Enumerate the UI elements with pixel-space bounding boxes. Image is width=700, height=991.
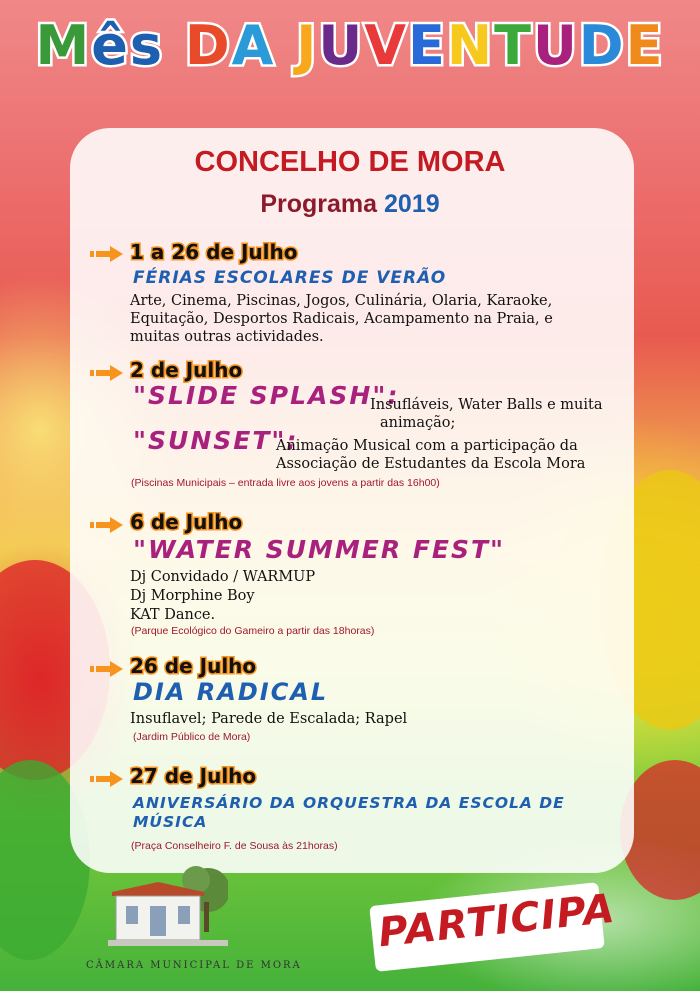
title-letter: ê: [91, 14, 130, 77]
event-title-sunset: "SUNSET":: [133, 426, 299, 455]
event-date: 1 a 26 de Julho: [130, 240, 298, 264]
camara-name: CÂMARA MUNICIPAL DE MORA: [86, 960, 302, 971]
programa-label: Programa: [260, 190, 378, 218]
event-title: "WATER SUMMER FEST": [133, 535, 506, 564]
camara-logo: [108, 862, 228, 957]
event-date: 6 de Julho: [130, 510, 243, 534]
event-date: 27 de Julho: [130, 764, 257, 788]
title-letter: [275, 14, 296, 77]
arrow-icon: [90, 364, 124, 382]
event-title: DIA RADICAL: [133, 678, 329, 706]
title-letter: D: [578, 14, 626, 77]
poster-title: [0, 14, 700, 77]
title-letter: D: [184, 14, 232, 77]
event-title: ANIVERSÁRIO DA ORQUESTRA DA ESCOLA DE MÚSICA: [133, 794, 565, 831]
arrow-icon: [90, 660, 124, 678]
programa-heading: [0, 190, 700, 219]
arrow-icon: [90, 516, 124, 534]
title-letter: T: [494, 14, 533, 77]
programa-year: 2019: [384, 190, 440, 218]
event-description: Insuflavel; Parede de Escalada; Rapel: [130, 711, 408, 727]
event-location-note: (Parque Ecológico do Gameiro a partir das 18horas): [131, 625, 375, 637]
title-letter: V: [364, 14, 408, 77]
arrow-icon: [90, 245, 124, 263]
event-description: Animação Musical com a participação da Associação de Estudantes da Escola Mora: [276, 438, 586, 472]
title-letter: J: [296, 14, 319, 77]
event-description: Arte, Cinema, Piscinas, Jogos, Culinária, Olaria, Karaoke, Equitação, Desportos Radicais, Acampamento na Praia, e muitas outras actividades.: [130, 293, 553, 345]
title-letter: [164, 14, 185, 77]
event-location-note: (Praça Conselheiro F. de Sousa às 21horas): [131, 840, 338, 852]
title-letter: U: [532, 14, 579, 77]
event-location-note: (Jardim Público de Mora): [133, 731, 251, 743]
title-letter: N: [446, 14, 495, 77]
event-date: 26 de Julho: [130, 654, 257, 678]
title-letter: U: [318, 14, 365, 77]
title-letter: E: [408, 14, 447, 77]
event-date: 2 de Julho: [130, 358, 243, 382]
title-letter: A: [231, 14, 276, 77]
arrow-icon: [90, 770, 124, 788]
event-description: Insufláveis, Water Balls e muita animação;: [370, 397, 603, 431]
title-letter: s: [129, 14, 164, 77]
title-letter: M: [35, 14, 92, 77]
event-description: Dj Convidado / WARMUP Dj Morphine Boy KAT Dance.: [130, 569, 316, 623]
event-title: FÉRIAS ESCOLARES DE VERÃO: [133, 268, 447, 288]
event-location-note: (Piscinas Municipais – entrada livre aos jovens a partir das 16h00): [131, 477, 440, 489]
title-letter: E: [625, 14, 665, 77]
concelho-heading: CONCELHO DE MORA: [194, 146, 506, 178]
event-title-slide-splash: "SLIDE SPLASH":: [133, 381, 400, 410]
participa-text: PARTICIPA: [376, 885, 618, 957]
